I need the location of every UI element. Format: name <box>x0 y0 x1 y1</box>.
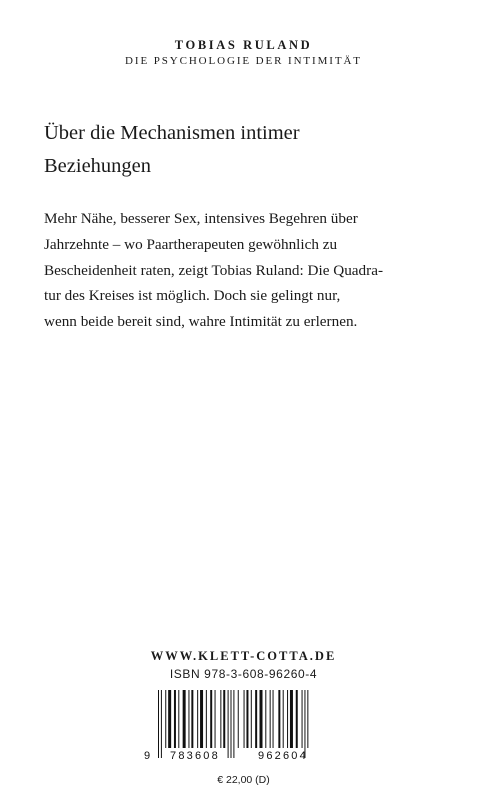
barcode-bar <box>161 690 162 758</box>
blurb-line: Bescheidenheit raten, zeigt Tobias Ruland: Die Quadra- <box>44 261 383 279</box>
barcode-bar <box>304 690 305 758</box>
price-label: € 22,00 (D) <box>217 774 270 786</box>
barcode-bar <box>260 690 263 748</box>
barcode-digit-first: 9 <box>144 750 151 762</box>
barcode-digits-left: 783608 <box>170 750 220 762</box>
book-title: DIE PSYCHOLOGIE DER INTIMITÄT <box>125 55 362 67</box>
barcode-bar <box>246 690 248 748</box>
barcode-bar <box>244 690 245 748</box>
barcode-bar <box>191 690 193 748</box>
barcode-bar <box>206 690 207 748</box>
barcode-bar <box>238 690 239 748</box>
barcode-bar <box>223 690 225 748</box>
blurb-line: tur des Kreises ist möglich. Doch sie gelingt nur, <box>44 287 341 305</box>
barcode-bar <box>178 690 179 748</box>
blurb-line: wenn beide bereit sind, wahre Intimität zu erlernen. <box>44 313 358 331</box>
barcode-bar <box>233 690 234 758</box>
barcode-bar <box>231 690 232 758</box>
isbn-number: ISBN 978-3-608-96260-4 <box>169 667 318 681</box>
blurb-text <box>44 206 454 335</box>
barcode-bar <box>273 690 274 748</box>
author-name: TOBIAS RULAND <box>174 38 313 52</box>
barcode-bar <box>215 690 216 748</box>
blurb-line: Mehr Nähe, besserer Sex, intensives Begehren über <box>44 210 358 227</box>
barcode-bar <box>158 690 159 758</box>
barcode-bar <box>278 690 280 748</box>
headline-line: Beziehungen <box>44 155 152 177</box>
barcode-bar <box>270 690 271 748</box>
barcode-bar <box>290 690 293 748</box>
barcode-bar <box>287 690 288 748</box>
barcode <box>142 688 352 776</box>
barcode-bar <box>307 690 308 748</box>
barcode-bar <box>265 690 266 748</box>
barcode-bar <box>197 690 198 748</box>
barcode-bar <box>183 690 186 748</box>
barcode-bar <box>251 690 252 748</box>
headline <box>44 117 444 183</box>
barcode-bar <box>200 690 203 748</box>
barcode-bar <box>188 690 189 748</box>
barcode-bar <box>165 690 166 748</box>
barcode-bar <box>174 690 176 748</box>
barcode-bar <box>302 690 303 748</box>
barcode-bar <box>210 690 212 748</box>
blurb-line: Jahrzehnte – wo Paartherapeuten gewöhnlich zu <box>44 235 338 253</box>
barcode-bar <box>255 690 257 748</box>
barcode-bar <box>296 690 298 748</box>
barcode-bar <box>168 690 171 748</box>
publisher-website: WWW.KLETT-COTTA.DE <box>150 649 337 663</box>
barcode-bar <box>283 690 284 748</box>
barcode-bar <box>228 690 229 758</box>
barcode-bar <box>220 690 221 748</box>
headline-line: Über die Mechanismen intimer <box>44 122 300 144</box>
barcode-digits-right: 962604 <box>258 750 308 762</box>
